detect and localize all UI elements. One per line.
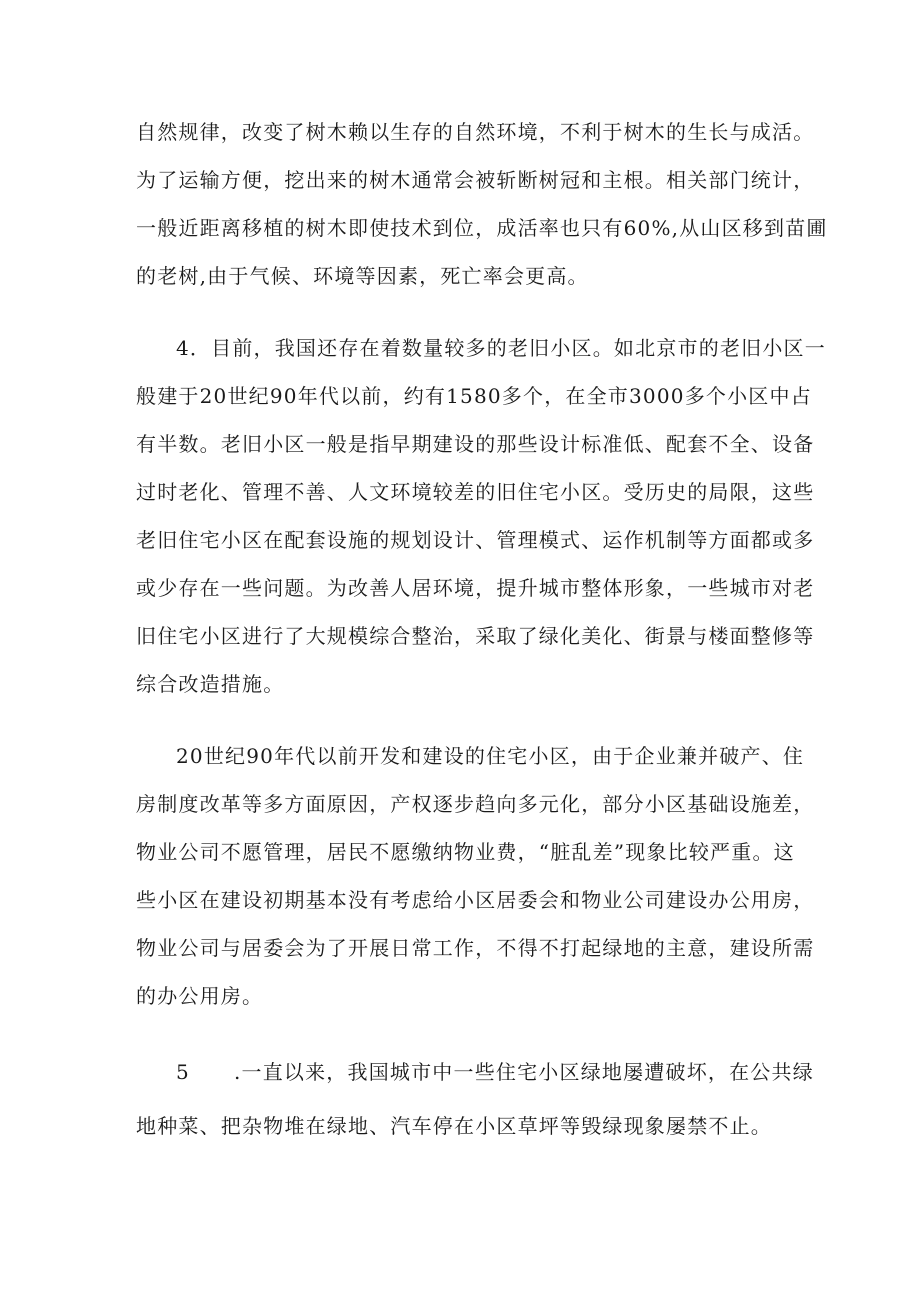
text-line: 房制度改革等多方面原因，产权逐步趋向多元化，部分小区基础设施差， — [136, 792, 815, 816]
text-line: 综合改造措施。 — [136, 672, 285, 696]
text-line: 的老树,由于气候、环境等因素，死亡率会更高。 — [136, 264, 589, 288]
text-line: 4．目前，我国还存在着数量较多的老旧小区。如北京市的老旧小区一 — [176, 336, 826, 360]
text-line: 有半数。老旧小区一般是指早期建设的那些设计标准低、配套不全、设备 — [136, 432, 815, 456]
text-line: 为了运输方便，挖出来的树木通常会被斩断树冠和主根。相关部门统计， — [136, 168, 815, 192]
text-line: 物业公司与居委会为了开展日常工作，不得不打起绿地的主意，建设所需 — [136, 936, 815, 960]
text-line: 或少存在一些问题。为改善人居环境，提升城市整体形象，一些城市对老 — [136, 576, 815, 600]
text-line: 地种菜、把杂物堆在绿地、汽车停在小区草坪等毁绿现象屡禁不止。 — [136, 1114, 772, 1138]
text-line: 旧住宅小区进行了大规模综合整治，采取了绿化美化、街景与楼面整修等 — [136, 624, 815, 648]
text-line: 20世纪90年代以前开发和建设的住宅小区，由于企业兼并破产、住 — [176, 744, 805, 768]
text-line: 般建于20世纪90年代以前，约有1580多个，在全市3000多个小区中占 — [136, 384, 812, 408]
text-line: 老旧住宅小区在配套设施的规划设计、管理模式、运作机制等方面都或多 — [136, 528, 815, 552]
text-line: 些小区在建设初期基本没有考虑给小区居委会和物业公司建设办公用房， — [136, 888, 815, 912]
text-line: 一般近距离移植的树木即使技术到位，成活率也只有60%,从山区移到苗圃 — [136, 216, 828, 240]
text-line: 自然规律，改变了树木赖以生存的自然环境，不利于树木的生长与成活。 — [136, 120, 815, 144]
item-number: 5 — [176, 1060, 190, 1084]
text-line — [176, 1059, 814, 1085]
text-line: 过时老化、管理不善、人文环境较差的旧住宅小区。受历史的局限，这些 — [136, 480, 815, 504]
item-text: .一直以来，我国城市中一些住宅小区绿地屡遭破坏，在公共绿 — [233, 1060, 814, 1084]
text-line: 的办公用房。 — [136, 984, 264, 1008]
text-line: 物业公司不愿管理，居民不愿缴纳物业费，“脏乱差”现象比较严重。这 — [136, 840, 795, 864]
